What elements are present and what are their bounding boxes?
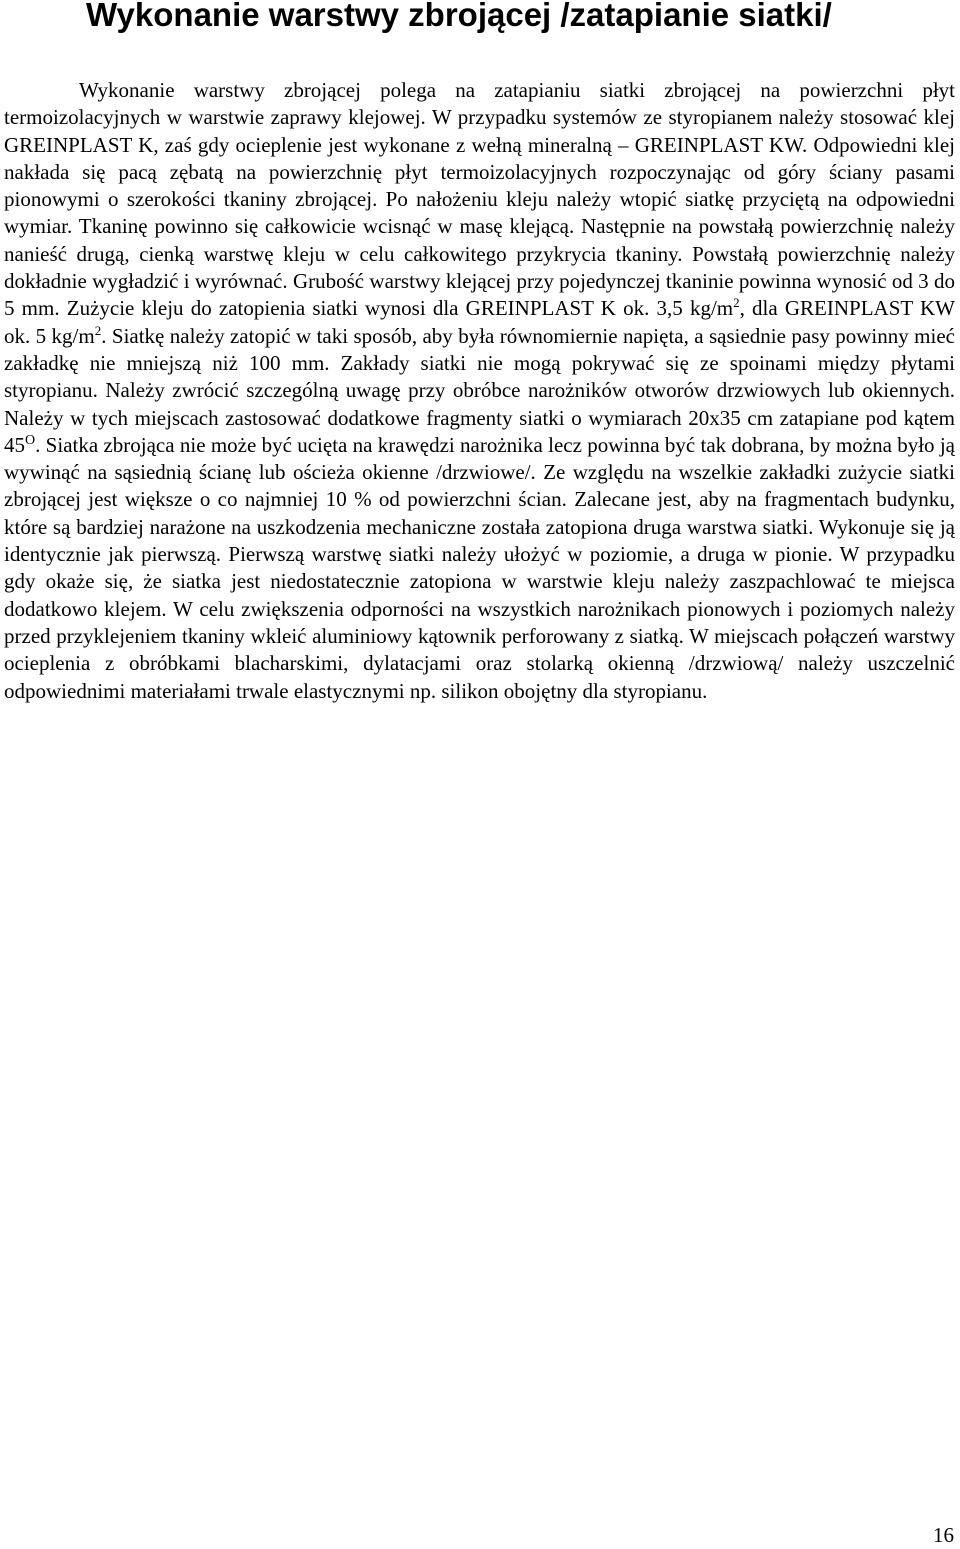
paragraph-text-part-2: , dla GREINPLAST KW ok. 5 kg/m [4, 296, 955, 348]
superscript-m2-second: 2 [94, 322, 102, 338]
superscript-m2-first: 2 [733, 295, 740, 311]
page-number: 16 [933, 1523, 954, 1547]
page-title: Wykonanie warstwy zbrojącej /zatapianie siatki/ [86, 0, 832, 33]
paragraph-text-part-4: . Siatka zbrojąca nie może być ucięta na krawędzi narożnika lecz powinna być tak dobrana, by można było ją wywinąć na sąsiednią ścianę lub ościeża okienne /drzwiowe/. Ze względu na wszelkie zakładki zużycie siatki zbrojącej jest większe o co najmniej 10 % od powierzchni ścian. Zalecane jest, aby na fragmentach budynku, które są bardziej narażone na uszkodzenia mechaniczne została zatopiona druga warstwa siatki. Wykonuje się ją identycznie jak pierwszą. Pierwszą warstwę siatki należy ułożyć w poziomie, a druga w pionie. W przypadku gdy okaże się, że siatka jest niedostatecznie zatopiona w warstwie kleju należy zaszpachlować te miejsca dodatkowo klejem. W celu zwiększenia odporności na wszystkich narożnikach pionowych i poziomych należy przed przyklejeniem tkaniny wkleić aluminiowy kątownik perforowany z siatką. W miejscach połączeń warstwy ocieplenia z obróbkami blacharskimi, dylatacjami oraz stolarką okienną /drzwiową/ należy uszczelnić odpowiednimi materiałami trwale elastycznymi np. silikon obojętny dla styropianu. [4, 432, 955, 703]
paragraph-text-part-3: . Siatkę należy zatopić w taki sposób, aby była równomiernie napięta, a sąsiednie pasy powinny mieć zakładkę nie mniejszą niż 100 mm. Zakłady siatki nie mogą pokrywać się ze spoinami między płytami styropianu. Należy zwrócić szczególną uwagę przy obróbce narożników otworów drzwiowych lub okiennych. Należy w tych miejscach zastosować dodatkowe fragmenty siatki o wymiarach 20x35 cm zatapiane pod kątem 45 [4, 323, 955, 457]
paragraph-text-part-1: Wykonanie warstwy zbrojącej polega na zatapianiu siatki zbrojącej na powierzchni płyt termoizolacyjnych w warstwie zaprawy klejowej. W przypadku systemów ze styropianem należy stosować klej GREINPLAST K, zaś gdy ocieplenie jest wykonane z wełną mineralną – GREINPLAST KW. Odpowiedni klej nakłada się pacą zębatą na powierzchnię płyt termoizolacyjnych rozpoczynając od góry ściany pasami pionowymi o szerokości tkaniny zbrojącej. Po nałożeniu kleju należy wtopić siatkę przyciętą na odpowiedni wymiar. Tkaninę powinno się całkowicie wcisnąć w masę klejącą. Następnie na powstałą powierzchnię należy nanieść drugą, cienką warstwę kleju w celu całkowitego przykrycia tkaniny. Powstałą powierzchnię należy dokładnie wygładzić i wyrównać. Grubość warstwy klejącej przy pojedynczej tkaninie powinna wynosić od 3 do 5 mm. Zużycie kleju do zatopienia siatki wynosi dla GREINPLAST K ok. 3,5 kg/m [4, 78, 955, 321]
body-paragraph [4, 77, 955, 705]
superscript-degree: O [25, 432, 36, 448]
